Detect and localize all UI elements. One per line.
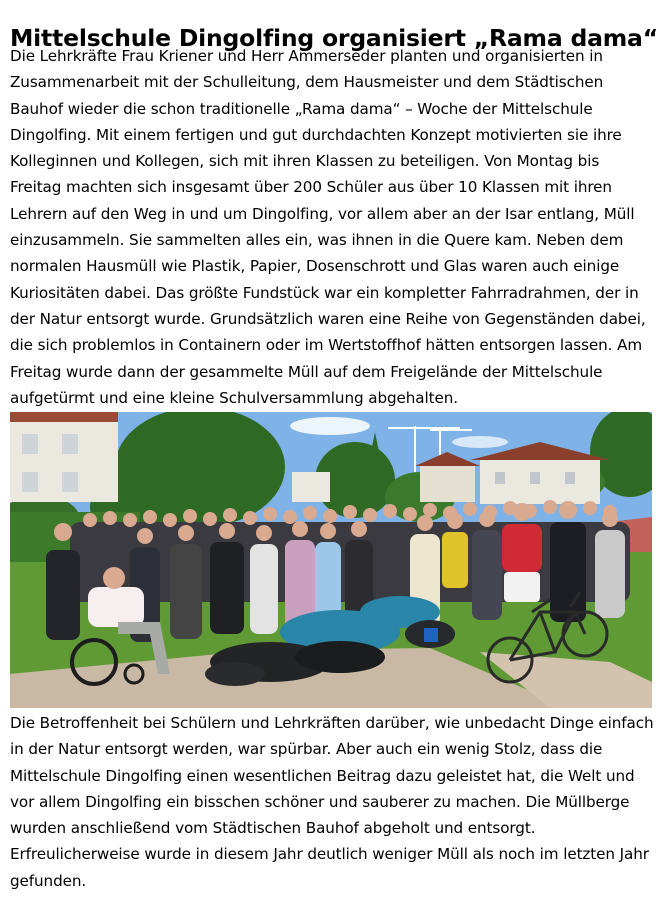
article-paragraph-intro: Die Lehrkräfte Frau Kriener und Herr Ammerseder planten und organisierten in Zusammenarbeit mit der Schulleitung, dem Hausmeister und dem Städtischen Bauhof wieder die schon traditionelle „Rama dama“ – Woche der Mittelschule Dingolfing. Mit einem fertigen und gut durchdachten Konzept motivierten sie ihre Kolleginnen und Kollegen, sich mit ihren Klassen zu beteiligen. Von Montag bis Freitag machten sich insgesamt über 200 Schüler aus über 10 Klassen mit ihren Lehrern auf den Weg in und um Dingolfing, vor allem aber an der Isar entlang, Müll einzusammeln. Sie sammelten alles ein, was ihnen in die Quere kam. Neben dem normalen Hausmüll wie Plastik, Papier, Dosenschrott und Glas waren auch einige Kuriositäten dabei. Das größte Fundstück war ein kompletter Fahrradrahmen, der in der Natur entsorgt wurde. Grundsätzlich waren eine Reihe von Gegenständen dabei, die sich problemlos in Containern oder im Wertstoffhof hätten entsorgen lassen. Am Freitag wurde dann der gesammelte Müll auf dem Freigelände der Mittelschule aufgetürmt und eine kleine Schulversammlung abgehalten. xyxy=(10,47,646,407)
group-photo xyxy=(10,412,652,708)
article-title: Mittelschule Dingolfing organisiert „Rama dama“ xyxy=(10,23,658,52)
photo-building-left xyxy=(10,412,118,502)
article-paragraph-closing: Die Betroffenheit bei Schülern und Lehrkräften darüber, wie unbedacht Dinge einfach in der Natur entsorgt werden, war spürbar. Aber auch ein wenig Stolz, dass die Mittelschule Dingolfing einen wesentlichen Beitrag dazu geleistet hat, die Welt und vor allem Dingolfing ein bisschen schöner und sauberer zu machen. Die Müllberge wurden anschließend vom Städtischen Bauhof abgeholt und entsorgt. Erfreulicherweise wurde in diesem Jahr deutlich weniger Müll als noch im letzten Jahr gefunden. xyxy=(10,714,654,890)
